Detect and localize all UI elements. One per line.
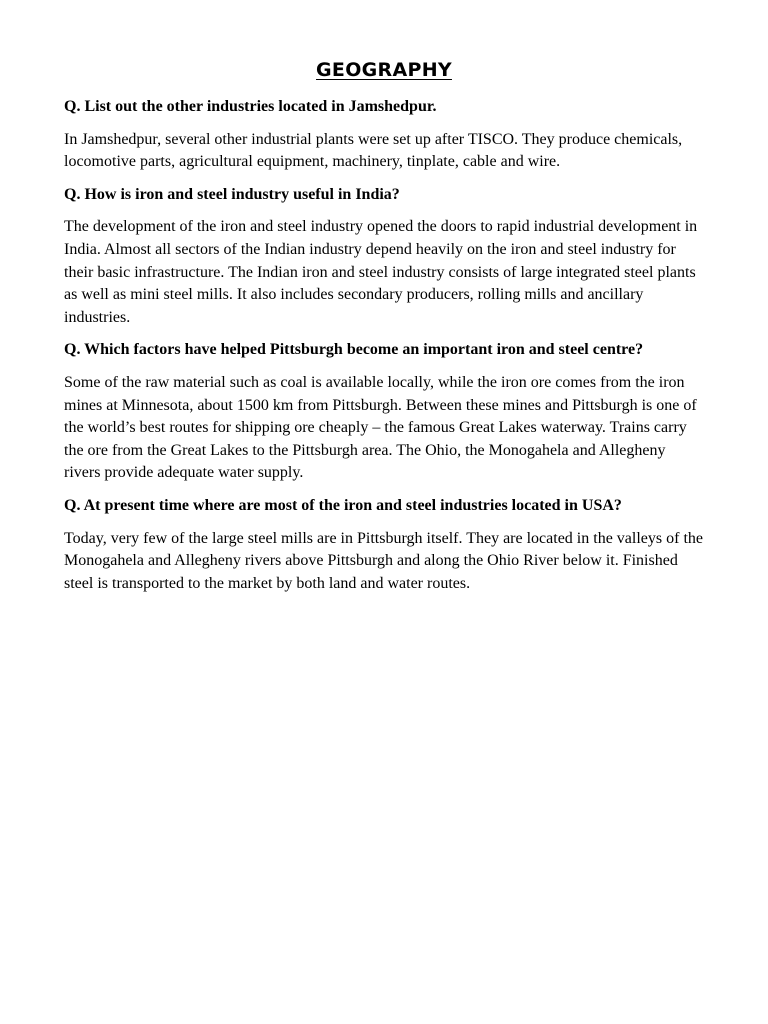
qa-block-4 [64, 495, 704, 595]
question-2: Q. How is iron and steel industry useful in India? [64, 185, 400, 203]
answer-4: Today, very few of the large steel mills are in Pittsburgh itself. They are located in the valleys of the Monogahela and Allegheny rivers above Pittsburgh and along the Ohio River below it. Finished steel is transported to the market by both land and water routes. [64, 529, 703, 592]
qa-block-1 [64, 96, 704, 174]
qa-block-2 [64, 184, 704, 330]
question-3: Q. Which factors have helped Pittsburgh become an important iron and steel centre? [64, 341, 644, 359]
document-body [64, 96, 704, 605]
page-title: GEOGRAPHY [316, 59, 452, 81]
question-1: Q. List out the other industries located in Jamshedpur. [64, 98, 437, 115]
question-4: Q. At present time where are most of the iron and steel industries located in USA? [64, 496, 622, 514]
answer-2: The development of the iron and steel industry opened the doors to rapid industrial development in India. Almost all sectors of the Indian industry depend heavily on the iron and steel industry for their basic infrastructure. The Indian iron and steel industry consists of large integrated steel plants as well as mini steel mills. It also includes secondary producers, rolling mills and ancillary industries. [64, 218, 698, 326]
answer-3: Some of the raw material such as coal is available locally, while the iron ore comes from the iron mines at Minnesota, about 1500 km from Pittsburgh. Between these mines and Pittsburgh is one of the world’s best routes for shipping ore cheaply – the famous Great Lakes waterway. Trains carry the ore from the Great Lakes to the Pittsburgh area. The Ohio, the Monogahela and Allegheny rivers provide adequate water supply. [64, 373, 697, 482]
qa-block-3 [64, 339, 704, 485]
answer-1: In Jamshedpur, several other industrial plants were set up after TISCO. They produce chemicals, locomotive parts, agricultural equipment, machinery, tinplate, cable and wire. [64, 130, 683, 171]
